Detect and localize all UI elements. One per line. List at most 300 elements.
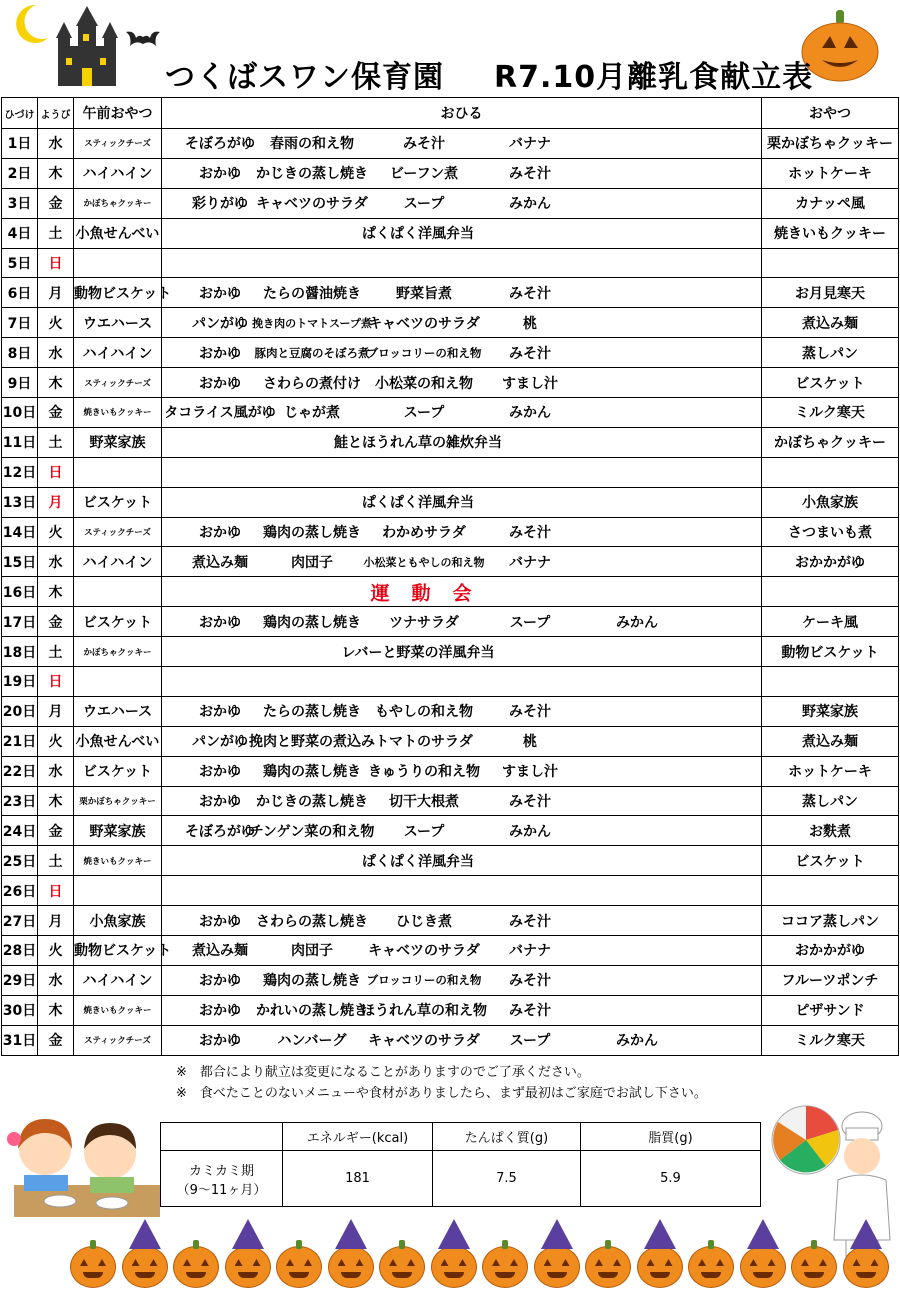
lunch-item: 桃 bbox=[523, 734, 537, 751]
lunch-item: おかゆ bbox=[199, 614, 241, 631]
morning-snack-cell: ウエハース bbox=[74, 308, 162, 338]
date-cell: 23日 bbox=[2, 786, 38, 816]
lunch-item: みそ汁 bbox=[509, 1003, 551, 1020]
lunch-cell bbox=[162, 846, 762, 876]
lunch-item: みそ汁 bbox=[509, 285, 551, 302]
page-title bbox=[165, 52, 813, 96]
moon-icon bbox=[10, 2, 50, 46]
lunch-item: おかゆ bbox=[199, 794, 241, 811]
bento-item: ぱくぱく洋風弁当 bbox=[362, 853, 474, 870]
col-date-header: ひづけ bbox=[2, 98, 38, 129]
weekday-cell: 土 bbox=[38, 637, 74, 667]
lunch-item: 挽肉と野菜の煮込み bbox=[249, 734, 375, 751]
lunch-item: きゅうりの和え物 bbox=[368, 764, 480, 781]
witch-hat-icon bbox=[335, 1219, 367, 1249]
lunch-item: ハンバーグ bbox=[277, 1033, 347, 1050]
lunch-cell bbox=[162, 607, 762, 637]
date-cell: 18日 bbox=[2, 637, 38, 667]
date-cell: 6日 bbox=[2, 278, 38, 308]
date-cell: 22日 bbox=[2, 756, 38, 786]
morning-snack-cell: スティックチーズ bbox=[74, 368, 162, 398]
weekday-cell: 月 bbox=[38, 278, 74, 308]
pm-snack-cell: おかかがゆ bbox=[762, 936, 899, 966]
lunch-cell bbox=[162, 368, 762, 398]
weekday-cell: 木 bbox=[38, 995, 74, 1025]
notes bbox=[176, 1062, 707, 1104]
energy-value: 181 bbox=[283, 1151, 433, 1207]
weekday-cell: 火 bbox=[38, 308, 74, 338]
bat-icon bbox=[126, 26, 160, 48]
menu-row bbox=[2, 995, 899, 1025]
lunch-item: わかめサラダ bbox=[382, 525, 466, 542]
lunch-item: 挽き肉のトマトスープ煮 bbox=[252, 316, 372, 330]
stage-label: カミカミ期 （9～11ヶ月） bbox=[161, 1151, 283, 1207]
bento-item: ぱくぱく洋風弁当 bbox=[362, 495, 474, 512]
lunch-item: 切干大根煮 bbox=[389, 794, 459, 811]
pm-snack-cell: 栗かぼちゃクッキー bbox=[762, 129, 899, 159]
lunch-cell bbox=[162, 637, 762, 667]
menu-row bbox=[2, 577, 899, 607]
weekday-cell: 金 bbox=[38, 398, 74, 428]
morning-snack-cell: ハイハイン bbox=[74, 158, 162, 188]
lunch-cell bbox=[162, 1025, 762, 1055]
menu-row bbox=[2, 756, 899, 786]
menu-row bbox=[2, 248, 899, 278]
lunch-item: さわらの煮付け bbox=[263, 375, 361, 392]
lunch-item: おかゆ bbox=[199, 375, 241, 392]
lunch-item: みかん bbox=[509, 823, 551, 840]
menu-row bbox=[2, 876, 899, 906]
morning-snack-cell: スティックチーズ bbox=[74, 1025, 162, 1055]
pm-snack-cell bbox=[762, 248, 899, 278]
weekday-cell: 火 bbox=[38, 517, 74, 547]
lunch-item: バナナ bbox=[509, 554, 551, 571]
lunch-cell bbox=[162, 517, 762, 547]
nursery-name: つくばスワン保育園 bbox=[165, 60, 444, 95]
energy-header: エネルギー(kcal) bbox=[283, 1123, 433, 1151]
witch-hat-icon bbox=[232, 1219, 264, 1249]
lunch-item: 豚肉と豆腐のそぼろ煮 bbox=[254, 345, 370, 360]
lunch-item: 鶏肉の蒸し焼き bbox=[263, 764, 361, 781]
menu-row bbox=[2, 696, 899, 726]
weekday-cell: 木 bbox=[38, 368, 74, 398]
morning-snack-cell: スティックチーズ bbox=[74, 517, 162, 547]
weekday-cell: 金 bbox=[38, 607, 74, 637]
date-cell: 17日 bbox=[2, 607, 38, 637]
weekday-cell: 金 bbox=[38, 816, 74, 846]
lunch-item: パンがゆ bbox=[192, 734, 248, 751]
morning-snack-cell: 小魚せんべい bbox=[74, 218, 162, 248]
lunch-item: かじきの蒸し焼き bbox=[256, 166, 368, 183]
date-cell: 29日 bbox=[2, 965, 38, 995]
pumpkin-icon bbox=[225, 1246, 271, 1288]
pm-snack-cell: ホットケーキ bbox=[762, 158, 899, 188]
lunch-item: 肉団子 bbox=[291, 943, 333, 960]
lunch-cell bbox=[162, 158, 762, 188]
lunch-cell bbox=[162, 278, 762, 308]
lunch-item: トマトのサラダ bbox=[375, 734, 473, 751]
lunch-item: キャベツのサラダ bbox=[368, 943, 480, 960]
weekday-cell: 火 bbox=[38, 726, 74, 756]
lunch-cell bbox=[162, 995, 762, 1025]
menu-row bbox=[2, 158, 899, 188]
lunch-item: スープ bbox=[403, 196, 445, 213]
lunch-item: 春雨の和え物 bbox=[270, 136, 354, 153]
lunch-item: みそ汁 bbox=[509, 525, 551, 542]
pm-snack-cell: フルーツポンチ bbox=[762, 965, 899, 995]
children-eating-illustration bbox=[0, 1105, 160, 1220]
lunch-cell bbox=[162, 726, 762, 756]
pumpkin-border bbox=[70, 1238, 900, 1290]
pm-snack-cell: 煮込み麺 bbox=[762, 308, 899, 338]
date-cell: 5日 bbox=[2, 248, 38, 278]
col-pm-header: おやつ bbox=[762, 98, 899, 129]
lunch-item: 鶏肉の蒸し焼き bbox=[263, 614, 361, 631]
lunch-item: みそ汁 bbox=[509, 704, 551, 721]
lunch-cell bbox=[162, 398, 762, 428]
morning-snack-cell: 野菜家族 bbox=[74, 427, 162, 457]
weekday-cell: 土 bbox=[38, 218, 74, 248]
weekday-cell: 土 bbox=[38, 846, 74, 876]
lunch-cell bbox=[162, 756, 762, 786]
lunch-item: おかゆ bbox=[199, 973, 241, 990]
pumpkin-icon bbox=[482, 1246, 528, 1288]
col-lunch-header: おひる bbox=[162, 98, 762, 129]
lunch-item: みそ汁 bbox=[509, 166, 551, 183]
menu-row bbox=[2, 457, 899, 487]
morning-snack-cell: かぼちゃクッキー bbox=[74, 188, 162, 218]
menu-row bbox=[2, 338, 899, 368]
date-cell: 20日 bbox=[2, 696, 38, 726]
menu-row bbox=[2, 936, 899, 966]
pm-snack-cell: ミルク寒天 bbox=[762, 1025, 899, 1055]
pumpkin-icon bbox=[276, 1246, 322, 1288]
castle-icon bbox=[52, 6, 122, 86]
weekday-cell: 水 bbox=[38, 547, 74, 577]
menu-table bbox=[1, 97, 899, 1056]
lunch-item: 小松菜ともやしの和え物 bbox=[363, 555, 485, 569]
lunch-item: ほうれん草の和え物 bbox=[361, 1003, 487, 1020]
lunch-cell bbox=[162, 188, 762, 218]
morning-snack-cell: ビスケット bbox=[74, 487, 162, 517]
menu-row bbox=[2, 308, 899, 338]
pm-snack-cell bbox=[762, 577, 899, 607]
weekday-cell: 木 bbox=[38, 577, 74, 607]
weekday-cell: 木 bbox=[38, 786, 74, 816]
lunch-cell bbox=[162, 338, 762, 368]
pm-snack-cell: ケーキ風 bbox=[762, 607, 899, 637]
lunch-item: バナナ bbox=[509, 943, 551, 960]
pm-snack-cell: ビスケット bbox=[762, 846, 899, 876]
date-cell: 9日 bbox=[2, 368, 38, 398]
weekday-cell: 日 bbox=[38, 876, 74, 906]
weekday-cell: 月 bbox=[38, 906, 74, 936]
lunch-item: キャベツのサラダ bbox=[368, 315, 480, 332]
bento-item: ぱくぱく洋風弁当 bbox=[362, 226, 474, 243]
morning-snack-cell: 動物ビスケット bbox=[74, 936, 162, 966]
lunch-item: もやしの和え物 bbox=[375, 704, 473, 721]
lunch-item: かれいの蒸し焼き bbox=[256, 1003, 368, 1020]
lunch-item: 桃 bbox=[523, 315, 537, 332]
lunch-item: 野菜旨煮 bbox=[396, 285, 452, 302]
witch-hat-icon bbox=[438, 1219, 470, 1249]
date-cell: 15日 bbox=[2, 547, 38, 577]
date-cell: 27日 bbox=[2, 906, 38, 936]
lunch-cell bbox=[162, 129, 762, 159]
menu-row bbox=[2, 607, 899, 637]
pumpkin-icon bbox=[173, 1246, 219, 1288]
lunch-item: パンがゆ bbox=[192, 315, 248, 332]
lunch-item: スープ bbox=[509, 1033, 551, 1050]
pumpkin-icon bbox=[328, 1246, 374, 1288]
morning-snack-cell: スティックチーズ bbox=[74, 129, 162, 159]
date-cell: 31日 bbox=[2, 1025, 38, 1055]
menu-row bbox=[2, 218, 899, 248]
date-cell: 14日 bbox=[2, 517, 38, 547]
pm-snack-cell: さつまいも煮 bbox=[762, 517, 899, 547]
menu-row bbox=[2, 906, 899, 936]
morning-snack-cell bbox=[74, 876, 162, 906]
weekday-cell: 水 bbox=[38, 129, 74, 159]
menu-row bbox=[2, 667, 899, 697]
date-cell: 21日 bbox=[2, 726, 38, 756]
weekday-cell: 金 bbox=[38, 1025, 74, 1055]
date-cell: 2日 bbox=[2, 158, 38, 188]
lunch-item: かじきの蒸し焼き bbox=[256, 794, 368, 811]
protein-header: たんぱく質(g) bbox=[433, 1123, 581, 1151]
bento-item: レバーと野菜の洋風弁当 bbox=[341, 644, 495, 661]
pm-snack-cell bbox=[762, 457, 899, 487]
fat-value: 5.9 bbox=[581, 1151, 761, 1207]
lunch-item: おかゆ bbox=[199, 525, 241, 542]
weekday-cell: 水 bbox=[38, 756, 74, 786]
pm-snack-cell: 焼きいもクッキー bbox=[762, 218, 899, 248]
date-cell: 28日 bbox=[2, 936, 38, 966]
weekday-cell: 木 bbox=[38, 158, 74, 188]
morning-snack-cell: かぼちゃクッキー bbox=[74, 637, 162, 667]
lunch-item: みそ汁 bbox=[509, 973, 551, 990]
pumpkin-icon bbox=[637, 1246, 683, 1288]
pm-snack-cell: ピザサンド bbox=[762, 995, 899, 1025]
lunch-cell bbox=[162, 427, 762, 457]
fat-header: 脂質(g) bbox=[581, 1123, 761, 1151]
lunch-item: キャベツのサラダ bbox=[368, 1033, 480, 1050]
date-cell: 4日 bbox=[2, 218, 38, 248]
lunch-item: キャベツのサラダ bbox=[256, 196, 368, 213]
menu-row bbox=[2, 278, 899, 308]
lunch-item: おかゆ bbox=[199, 1033, 241, 1050]
bento-item: 鮭とほうれん草の雑炊弁当 bbox=[334, 435, 502, 452]
pm-snack-cell: 蒸しパン bbox=[762, 786, 899, 816]
menu-row bbox=[2, 188, 899, 218]
protein-value: 7.5 bbox=[433, 1151, 581, 1207]
date-cell: 19日 bbox=[2, 667, 38, 697]
lunch-item: みそ汁 bbox=[509, 794, 551, 811]
lunch-item: スープ bbox=[509, 614, 551, 631]
lunch-item: 鶏肉の蒸し焼き bbox=[263, 973, 361, 990]
pumpkin-icon bbox=[740, 1246, 786, 1288]
morning-snack-cell bbox=[74, 248, 162, 278]
lunch-item: おかゆ bbox=[199, 345, 241, 362]
morning-snack-cell: 焼きいもクッキー bbox=[74, 846, 162, 876]
weekday-cell: 土 bbox=[38, 427, 74, 457]
lunch-cell bbox=[162, 936, 762, 966]
menu-row bbox=[2, 398, 899, 428]
weekday-cell: 金 bbox=[38, 188, 74, 218]
witch-hat-icon bbox=[541, 1219, 573, 1249]
lunch-item: みかん bbox=[509, 196, 551, 213]
witch-hat-icon bbox=[747, 1219, 779, 1249]
lunch-item: ツナサラダ bbox=[389, 614, 459, 631]
pumpkin-icon bbox=[843, 1246, 889, 1288]
date-cell: 11日 bbox=[2, 427, 38, 457]
lunch-item: チンゲン菜の和え物 bbox=[249, 823, 375, 840]
lunch-item: みかん bbox=[616, 1033, 658, 1050]
lunch-cell bbox=[162, 965, 762, 995]
lunch-item: おかゆ bbox=[199, 704, 241, 721]
lunch-cell bbox=[162, 457, 762, 487]
pumpkin-icon bbox=[379, 1246, 425, 1288]
lunch-item: たらの醤油焼き bbox=[263, 285, 361, 302]
morning-snack-cell bbox=[74, 577, 162, 607]
lunch-cell bbox=[162, 696, 762, 726]
weekday-cell: 月 bbox=[38, 696, 74, 726]
pm-snack-cell: カナッペ風 bbox=[762, 188, 899, 218]
date-cell: 30日 bbox=[2, 995, 38, 1025]
lunch-cell bbox=[162, 876, 762, 906]
menu-row bbox=[2, 816, 899, 846]
pm-snack-cell: ミルク寒天 bbox=[762, 398, 899, 428]
date-cell: 3日 bbox=[2, 188, 38, 218]
lunch-cell bbox=[162, 816, 762, 846]
lunch-item: たらの蒸し焼き bbox=[263, 704, 361, 721]
lunch-item: そぼろがゆ bbox=[185, 823, 255, 840]
pm-snack-cell: お麩煮 bbox=[762, 816, 899, 846]
menu-row bbox=[2, 1025, 899, 1055]
menu-row bbox=[2, 846, 899, 876]
lunch-item: 煮込み麺 bbox=[192, 943, 248, 960]
lunch-item: ひじき煮 bbox=[396, 913, 452, 930]
lunch-cell bbox=[162, 487, 762, 517]
lunch-item: みそ汁 bbox=[403, 136, 445, 153]
date-cell: 24日 bbox=[2, 816, 38, 846]
morning-snack-cell: ビスケット bbox=[74, 607, 162, 637]
lunch-item: 鶏肉の蒸し焼き bbox=[263, 525, 361, 542]
menu-row bbox=[2, 965, 899, 995]
lunch-item: 肉団子 bbox=[291, 554, 333, 571]
weekday-cell: 日 bbox=[38, 248, 74, 278]
lunch-item: ブロッコリーの和え物 bbox=[366, 973, 482, 988]
weekday-cell: 火 bbox=[38, 936, 74, 966]
date-cell: 26日 bbox=[2, 876, 38, 906]
pm-snack-cell bbox=[762, 876, 899, 906]
menu-row bbox=[2, 637, 899, 667]
morning-snack-cell: 動物ビスケット bbox=[74, 278, 162, 308]
lunch-item: タコライス風がゆ bbox=[164, 405, 276, 422]
pm-snack-cell: かぼちゃクッキー bbox=[762, 427, 899, 457]
note-line: ※ 都合により献立は変更になることがありますのでご了承ください。 bbox=[176, 1065, 590, 1080]
morning-snack-cell: 焼きいもクッキー bbox=[74, 995, 162, 1025]
lunch-item: すまし汁 bbox=[502, 375, 558, 392]
lunch-item: みそ汁 bbox=[509, 913, 551, 930]
nutrition-table bbox=[160, 1122, 761, 1207]
menu-row bbox=[2, 129, 899, 159]
menu-row bbox=[2, 786, 899, 816]
pm-snack-cell: お月見寒天 bbox=[762, 278, 899, 308]
pm-snack-cell: 煮込み麺 bbox=[762, 726, 899, 756]
col-morning-header: 午前おやつ bbox=[74, 98, 162, 129]
menu-row bbox=[2, 368, 899, 398]
lunch-item: すまし汁 bbox=[502, 764, 558, 781]
morning-snack-cell: 小魚家族 bbox=[74, 906, 162, 936]
lunch-item: 彩りがゆ bbox=[192, 196, 248, 213]
date-cell: 10日 bbox=[2, 398, 38, 428]
weekday-cell: 日 bbox=[38, 457, 74, 487]
lunch-item: そぼろがゆ bbox=[185, 136, 255, 153]
date-cell: 1日 bbox=[2, 129, 38, 159]
pumpkin-icon bbox=[534, 1246, 580, 1288]
date-cell: 8日 bbox=[2, 338, 38, 368]
lunch-item: 小松菜の和え物 bbox=[375, 375, 473, 392]
menu-subtitle: R7.10月離乳食献立表 bbox=[494, 60, 814, 95]
lunch-item: おかゆ bbox=[199, 764, 241, 781]
witch-hat-icon bbox=[129, 1219, 161, 1249]
morning-snack-cell: ハイハイン bbox=[74, 338, 162, 368]
witch-hat-icon bbox=[644, 1219, 676, 1249]
pm-snack-cell: ココア蒸しパン bbox=[762, 906, 899, 936]
date-cell: 7日 bbox=[2, 308, 38, 338]
lunch-cell bbox=[162, 218, 762, 248]
lunch-cell bbox=[162, 248, 762, 278]
lunch-cell bbox=[162, 667, 762, 697]
morning-snack-cell: 焼きいもクッキー bbox=[74, 398, 162, 428]
pm-snack-cell: 蒸しパン bbox=[762, 338, 899, 368]
morning-snack-cell: 野菜家族 bbox=[74, 816, 162, 846]
lunch-item: ビーフン煮 bbox=[389, 166, 459, 183]
lunch-cell bbox=[162, 308, 762, 338]
pm-snack-cell: おかかがゆ bbox=[762, 547, 899, 577]
weekday-cell: 水 bbox=[38, 965, 74, 995]
lunch-item: おかゆ bbox=[199, 166, 241, 183]
lunch-cell bbox=[162, 906, 762, 936]
lunch-item: みかん bbox=[509, 405, 551, 422]
lunch-cell bbox=[162, 577, 762, 607]
morning-snack-cell: ビスケット bbox=[74, 756, 162, 786]
lunch-item: みかん bbox=[616, 614, 658, 631]
menu-row bbox=[2, 487, 899, 517]
lunch-item: 煮込み麺 bbox=[192, 554, 248, 571]
pumpkin-icon bbox=[791, 1246, 837, 1288]
morning-snack-cell bbox=[74, 457, 162, 487]
weekday-cell: 月 bbox=[38, 487, 74, 517]
pm-snack-cell: ビスケット bbox=[762, 368, 899, 398]
event-label: 運動会 bbox=[370, 582, 494, 605]
pm-snack-cell: 動物ビスケット bbox=[762, 637, 899, 667]
lunch-item: さわらの蒸し焼き bbox=[256, 913, 368, 930]
pm-snack-cell: 小魚家族 bbox=[762, 487, 899, 517]
header-row bbox=[2, 98, 899, 129]
lunch-item: スープ bbox=[403, 823, 445, 840]
lunch-cell bbox=[162, 547, 762, 577]
weekday-cell: 水 bbox=[38, 338, 74, 368]
pumpkin-icon bbox=[70, 1246, 116, 1288]
morning-snack-cell: ハイハイン bbox=[74, 547, 162, 577]
lunch-item: おかゆ bbox=[199, 913, 241, 930]
lunch-item: じゃが煮 bbox=[284, 405, 340, 422]
note-line: ※ 食べたことのないメニューや食材がありましたら、まず最初はご家庭でお試し下さい。 bbox=[176, 1086, 707, 1101]
date-cell: 12日 bbox=[2, 457, 38, 487]
menu-row bbox=[2, 517, 899, 547]
